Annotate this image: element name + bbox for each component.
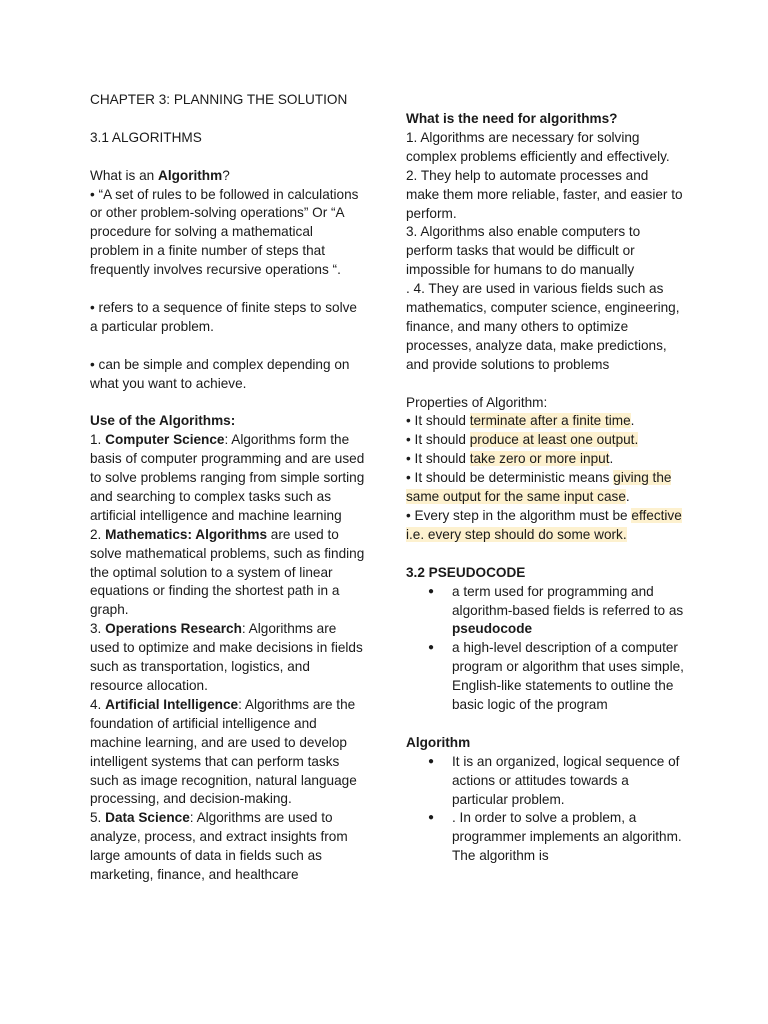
pseudocode-list bbox=[406, 583, 684, 715]
list-item: ● . In order to solve a problem, a programmer implements an algorithm. The algorithm is bbox=[452, 809, 684, 866]
chapter-title: CHAPTER 3: PLANNING THE SOLUTION bbox=[90, 92, 348, 107]
use-item: 1. Computer Science: Algorithms form the basis of computer programming and are used to solve problems ranging from simple sorting and searching to complex tasks such as artificial intelligence and machine learning bbox=[90, 432, 365, 523]
use-item: 3. Operations Research: Algorithms are used to optimize and make decisions in fields such as transportation, logistics, and resource allocation. bbox=[90, 621, 363, 694]
highlight: giving the same output for the same input case bbox=[406, 470, 672, 505]
list-item: ● It is an organized, logical sequence of actions or attitudes towards a particular problem. bbox=[452, 753, 684, 810]
need-item: 1. Algorithms are necessary for solving complex problems efficiently and effectively. bbox=[406, 129, 670, 164]
need-item: 3. Algorithms also enable computers to perform tasks that would be difficult or impossible for humans to do manually bbox=[406, 224, 641, 278]
definition-1: • “A set of rules to be followed in calculations or other problem-solving operations” Or “A procedure for solving a mathematical problem in a finite number of steps that frequently involves recursive operations “. bbox=[90, 186, 359, 278]
use-item: 5. Data Science: Algorithms are used to analyze, process, and extract insights from large amounts of data in fields such as marketing, finance, and healthcare bbox=[90, 810, 348, 883]
need-item: 2. They help to automate processes and make them more reliable, faster, and easier to perform. bbox=[406, 167, 683, 221]
highlight: take zero or more input bbox=[469, 451, 610, 467]
property-item: • It should terminate after a finite time. bbox=[406, 413, 635, 429]
left-column bbox=[90, 91, 365, 885]
highlight: effective i.e. every step should do some work. bbox=[406, 508, 682, 542]
list-item: ● a high-level description of a computer program or algorithm that uses simple, English-like statements to outline the basic logic of the program bbox=[452, 639, 684, 715]
definition-3: • can be simple and complex depending on what you want to achieve. bbox=[90, 356, 350, 391]
definition-question: What is an Algorithm? bbox=[90, 167, 230, 183]
property-item: • It should take zero or more input. bbox=[406, 451, 614, 467]
highlight: terminate after a finite time bbox=[469, 413, 631, 429]
need-item: . 4. They are used in various fields such as mathematics, computer science, engineering, finance, and many others to optimize processes, analyze data, make predictions, and provide solutions to problems bbox=[406, 281, 680, 372]
property-item: • It should produce at least one output. bbox=[406, 432, 639, 448]
pseudocode-heading: 3.2 PSEUDOCODE bbox=[406, 564, 526, 580]
right-column bbox=[406, 110, 684, 866]
property-item: • It should be deterministic means giving the same output for the same input case. bbox=[406, 470, 672, 505]
algorithm-list bbox=[406, 753, 684, 866]
section-title: 3.1 ALGORITHMS bbox=[90, 129, 202, 145]
need-heading: What is the need for algorithms? bbox=[406, 111, 618, 126]
properties-heading: Properties of Algorithm: bbox=[406, 394, 548, 410]
use-item: 4. Artificial Intelligence: Algorithms are the foundation of artificial intelligence and machine learning, and are used to develop intelligent systems that can perform tasks such as image recognition, natural language processing, and decision-making. bbox=[90, 696, 357, 807]
algorithm-heading: Algorithm bbox=[406, 734, 471, 750]
uses-heading: Use of the Algorithms: bbox=[90, 413, 236, 429]
highlight: produce at least one output. bbox=[469, 432, 639, 448]
definition-2: • refers to a sequence of finite steps to solve a particular problem. bbox=[90, 299, 357, 334]
use-item: 2. Mathematics: Algorithms are used to solve mathematical problems, such as finding the optimal solution to a system of linear equations or finding the shortest path in a graph. bbox=[90, 526, 365, 618]
list-item: ● a term used for programming and algorithm-based fields is referred to as pseudocode bbox=[452, 583, 684, 640]
property-item: • Every step in the algorithm must be effective i.e. every step should do some work. bbox=[406, 508, 682, 542]
